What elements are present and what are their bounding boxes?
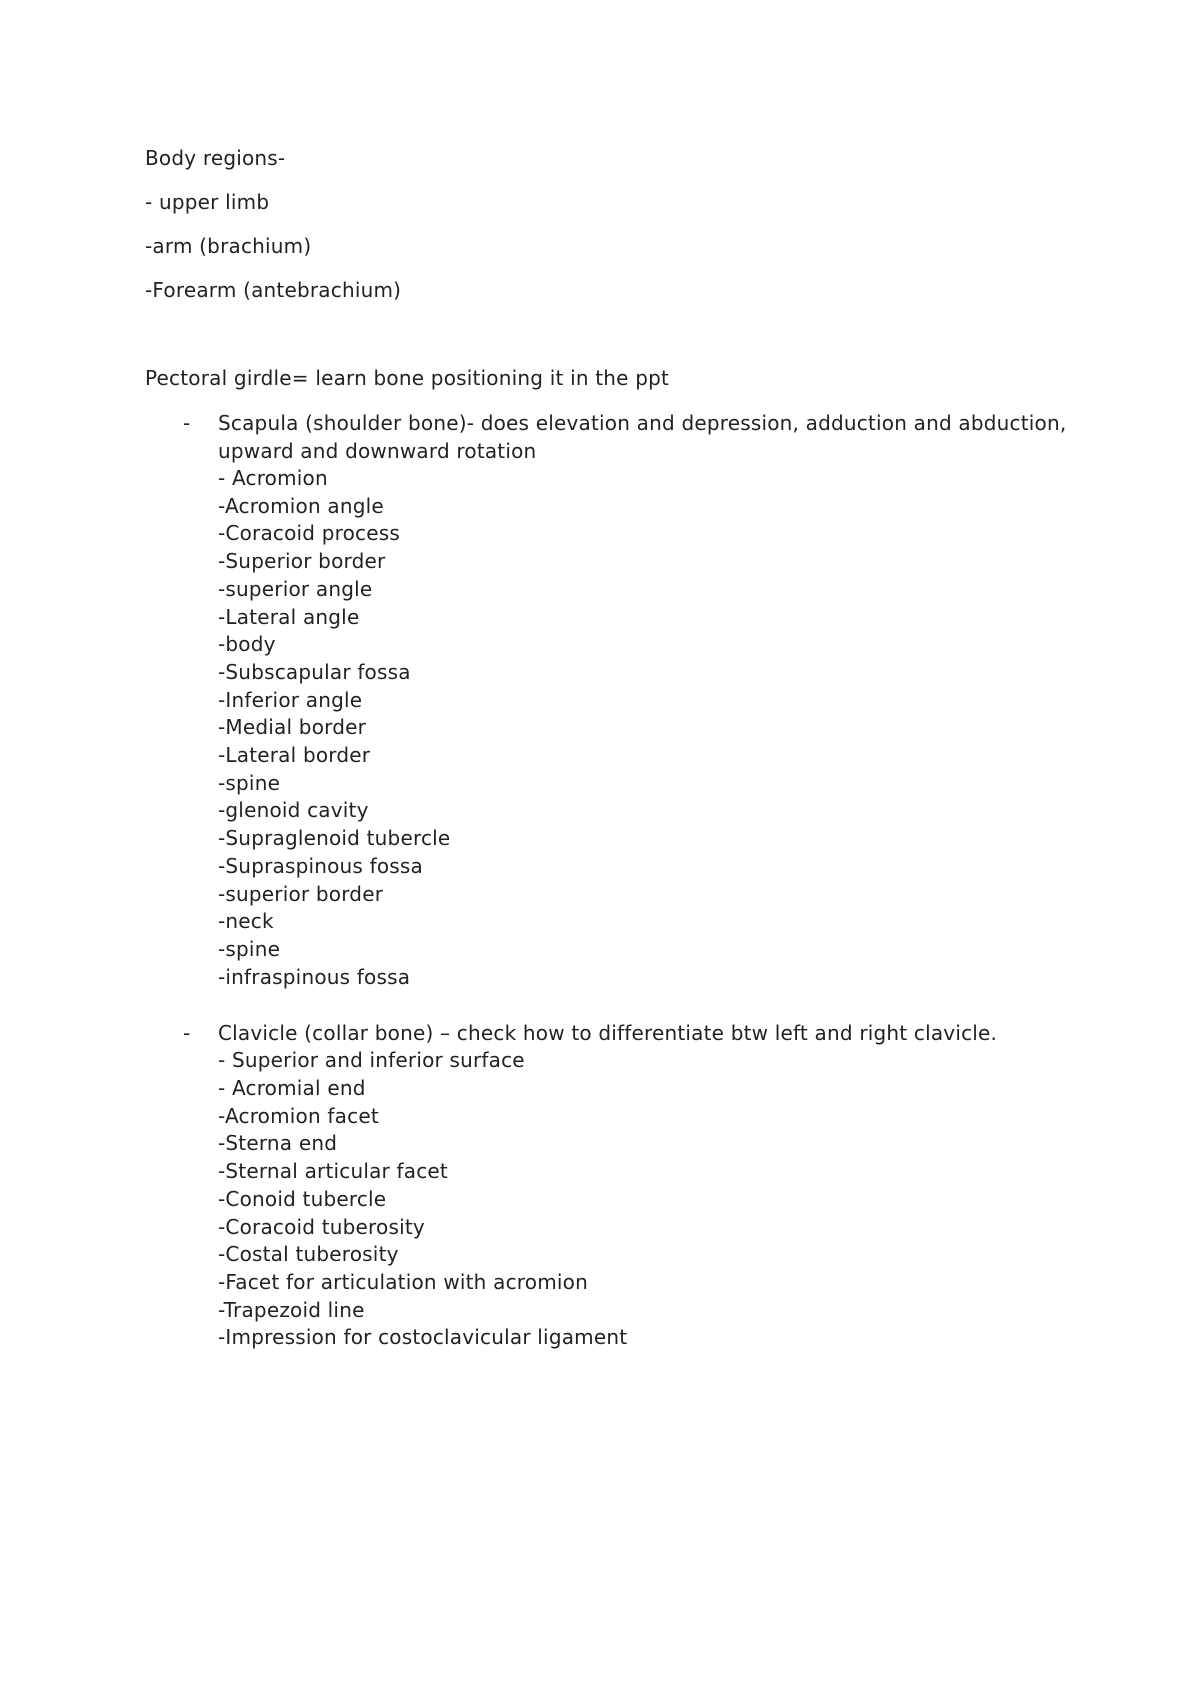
scapula-item: -Supraglenoid tubercle — [218, 826, 451, 851]
scapula-item: - Acromion — [218, 466, 328, 490]
scapula-item: -Coracoid process — [218, 521, 400, 546]
scapula-item: -Medial border — [218, 715, 367, 740]
clavicle-item: - Superior and inferior surface — [218, 1048, 525, 1073]
clavicle-item: -Costal tuberosity — [218, 1242, 399, 1267]
scapula-item: -glenoid cavity — [218, 798, 369, 823]
clavicle-item: -Coracoid tuberosity — [218, 1214, 425, 1239]
bullet-marker: - — [183, 411, 191, 435]
scapula-item: -Lateral angle — [218, 604, 360, 629]
scapula-item: -Superior border — [218, 549, 386, 574]
scapula-lead: Scapula (shoulder bone)- does elevation and depression, adduction and abduction, upward and downward rotation — [218, 411, 1067, 463]
clavicle-item: -Sterna end — [218, 1131, 338, 1156]
clavicle-items — [218, 1047, 1075, 1352]
scapula-item: -superior angle — [218, 576, 373, 601]
document-body — [145, 145, 1075, 1352]
scapula-item: -body — [218, 632, 276, 657]
scapula-item: -superior border — [218, 881, 384, 906]
clavicle-bullet — [145, 1019, 1075, 1352]
clavicle-item: - Acromial end — [218, 1076, 366, 1101]
body-region-line: -arm (brachium) — [145, 234, 312, 258]
scapula-items — [218, 465, 1075, 991]
body-region-line: -Forearm (antebrachium) — [145, 278, 402, 302]
scapula-item: -Subscapular fossa — [218, 659, 411, 684]
scapula-item: -Supraspinous fossa — [218, 853, 423, 878]
blank-line — [145, 321, 1075, 365]
scapula-item: -neck — [218, 909, 274, 934]
bullet-marker: - — [183, 1021, 191, 1046]
scapula-item: -spine — [218, 770, 281, 795]
clavicle-item: -Facet for articulation with acromion — [218, 1269, 588, 1294]
pectoral-girdle-heading: Pectoral girdle= learn bone positioning it in the ppt — [145, 366, 670, 390]
clavicle-item: -Sternal articular facet — [218, 1159, 448, 1184]
clavicle-item: -Impression for costoclavicular ligament — [218, 1325, 628, 1350]
scapula-item: -spine — [218, 936, 281, 961]
clavicle-lead: Clavicle (collar bone) – check how to differentiate btw left and right clavicle. — [218, 1021, 998, 1046]
blank-line — [145, 991, 1075, 1019]
clavicle-item: -Conoid tubercle — [218, 1186, 387, 1211]
scapula-item: -Acromion angle — [218, 493, 384, 518]
clavicle-item: -Trapezoid line — [218, 1297, 365, 1322]
scapula-bullet — [145, 409, 1075, 991]
scapula-item: -Lateral border — [218, 743, 371, 768]
body-region-line: - upper limb — [145, 190, 270, 214]
clavicle-item: -Acromion facet — [218, 1103, 379, 1128]
scapula-item: -infraspinous fossa — [218, 964, 411, 989]
scapula-item: -Inferior angle — [218, 687, 363, 712]
body-regions-heading: Body regions- — [145, 146, 286, 170]
